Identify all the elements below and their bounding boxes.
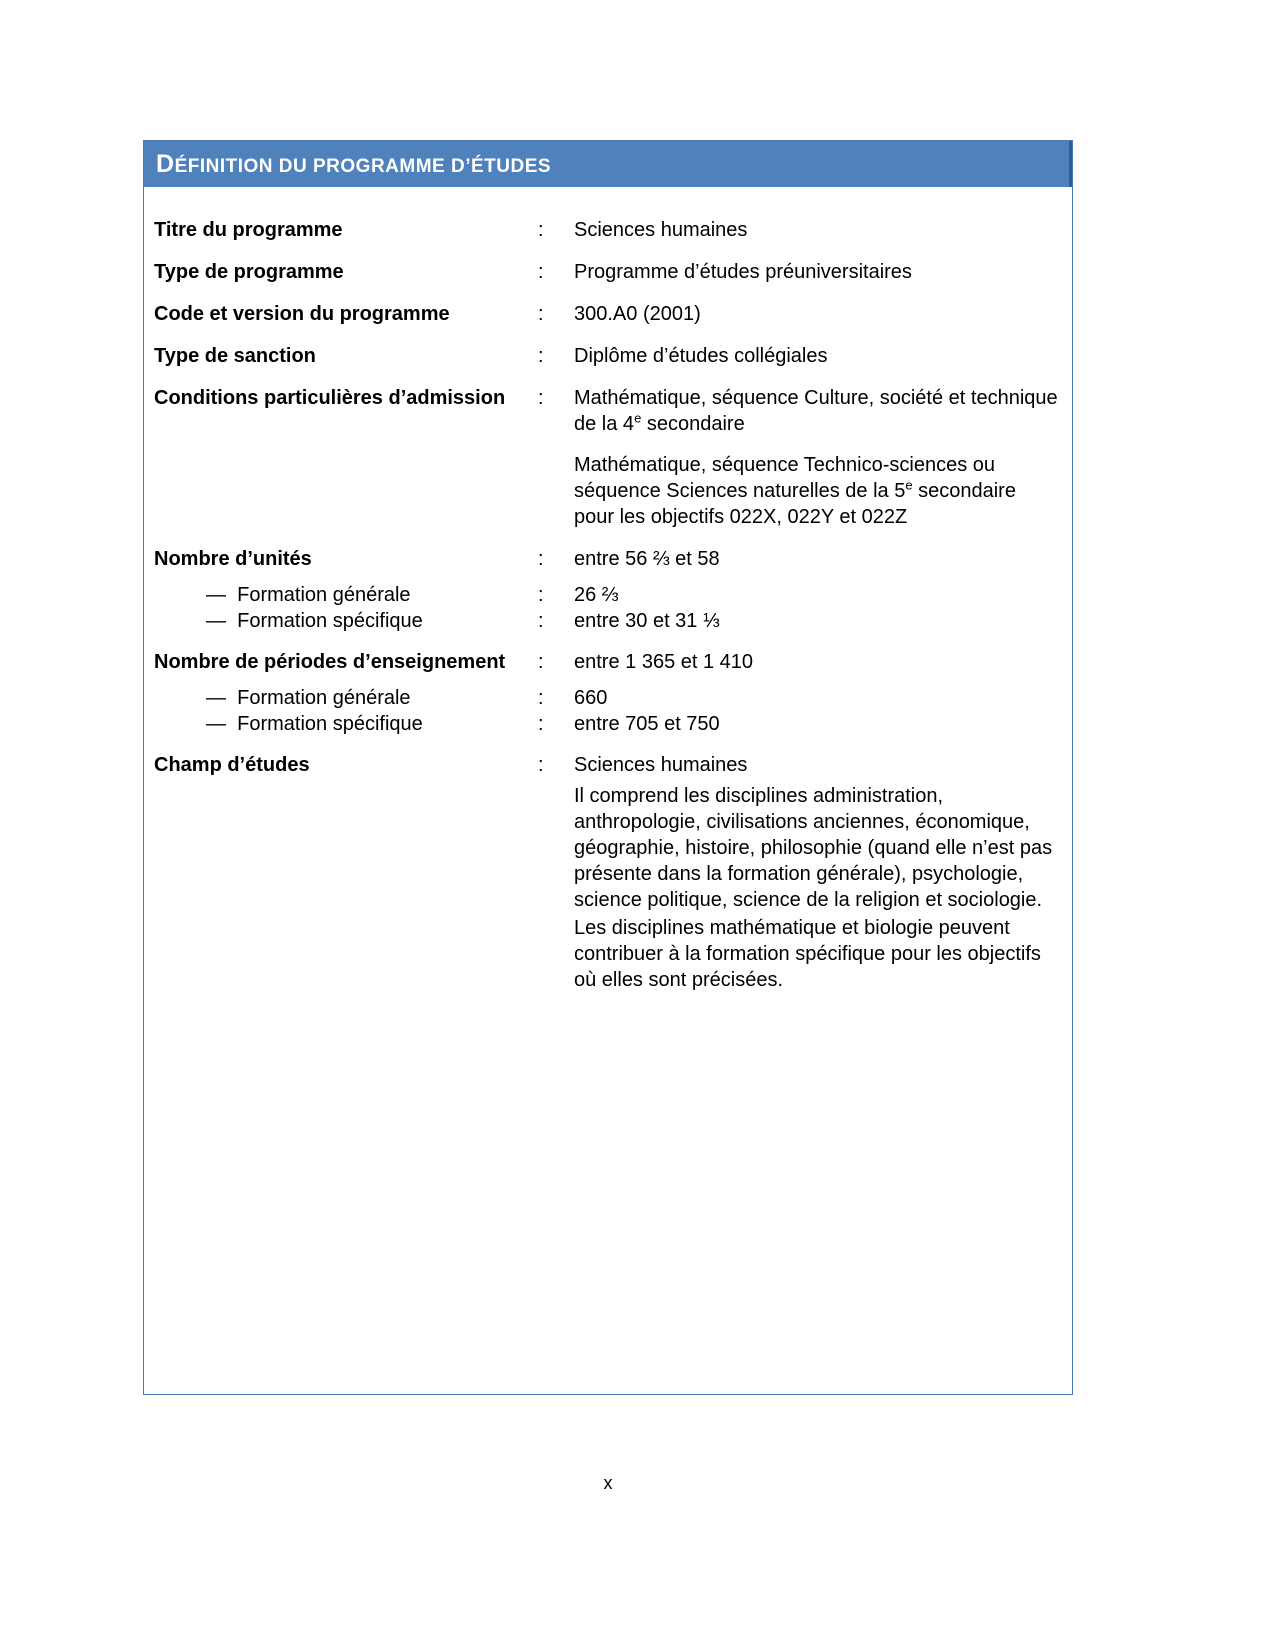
field-label: Conditions particulières d’admission — [154, 387, 506, 409]
champ-paragraph-1: Il comprend les disciplines administration, anthropologie, civilisations anciennes, économique, géographie, histoire, philosophie (quand elle n’est pas présente dans la formation générale), psychologie, science politique, science de la religion et sociologie. — [574, 785, 1053, 911]
field-value: Sciences humaines — [574, 219, 748, 241]
field-label: Champ d’études — [154, 754, 310, 776]
page-number: x — [603, 1473, 613, 1493]
field-row-champ — [154, 752, 1060, 993]
subfield-value: entre 705 et 750 — [574, 713, 720, 735]
field-colon: : — [538, 584, 544, 606]
subfield-value: 660 — [574, 687, 608, 709]
field-row-type-programme — [154, 259, 1060, 285]
subfield-value: entre 30 et 31 ⅓ — [574, 610, 720, 632]
unites-subgroup — [154, 582, 1060, 634]
field-row-code-version — [154, 301, 1060, 327]
field-value — [574, 385, 1060, 530]
field-colon: : — [538, 651, 544, 673]
field-label: Titre du programme — [154, 219, 343, 241]
field-colon: : — [538, 261, 544, 283]
field-row-conditions — [154, 385, 1060, 530]
superscript-e: e — [905, 477, 913, 493]
field-colon: : — [538, 610, 544, 632]
field-colon: : — [538, 219, 544, 241]
subfield-label: — Formation spécifique — [206, 610, 423, 632]
subfield-row-formation-specifique — [154, 608, 1060, 634]
subfield-label: — Formation générale — [206, 687, 411, 709]
program-definition-box — [143, 140, 1073, 1395]
field-value: entre 1 365 et 1 410 — [574, 651, 754, 673]
champ-paragraph-2: Les disciplines mathématique et biologie peuvent contribuer à la formation spécifique pour les objectifs où elles sont précisées. — [574, 917, 1041, 991]
subfield-label: — Formation spécifique — [206, 713, 423, 735]
field-label: Code et version du programme — [154, 303, 450, 325]
field-value: 300.A0 (2001) — [574, 303, 701, 325]
field-colon: : — [538, 387, 544, 409]
section-body — [144, 187, 1072, 993]
periodes-subgroup — [154, 685, 1060, 737]
field-value — [574, 752, 1060, 993]
field-label: Nombre de périodes d’enseignement — [154, 651, 506, 673]
superscript-e: e — [634, 410, 642, 426]
field-label: Type de programme — [154, 261, 344, 283]
section-title: DÉFINITION DU PROGRAMME D’ÉTUDES — [156, 149, 552, 178]
subfield-row-formation-specifique — [154, 711, 1060, 737]
section-header — [144, 141, 1072, 187]
field-row-unites — [154, 546, 1060, 572]
field-row-type-sanction — [154, 343, 1060, 369]
conditions-paragraph-2: Mathématique, séquence Technico-sciences ou séquence Sciences naturelles de la 5e secondaire pour les objectifs 022X, 022Y et 022Z — [574, 454, 1016, 528]
subfield-row-formation-generale — [154, 685, 1060, 711]
field-row-titre — [154, 217, 1060, 243]
field-row-periodes — [154, 649, 1060, 675]
subfield-value: 26 ⅔ — [574, 584, 619, 606]
field-colon: : — [538, 345, 544, 367]
champ-value: Sciences humaines — [574, 754, 748, 776]
field-colon: : — [538, 754, 544, 776]
field-colon: : — [538, 713, 544, 735]
field-colon: : — [538, 303, 544, 325]
field-colon: : — [538, 687, 544, 709]
field-value: entre 56 ⅔ et 58 — [574, 548, 720, 570]
subfield-row-formation-generale — [154, 582, 1060, 608]
field-value: Programme d’études préuniversitaires — [574, 261, 912, 283]
field-value: Diplôme d’études collégiales — [574, 345, 828, 367]
field-label: Type de sanction — [154, 345, 316, 367]
field-label: Nombre d’unités — [154, 548, 312, 570]
conditions-paragraph-1: Mathématique, séquence Culture, société et technique de la 4e secondaire — [574, 387, 1058, 435]
field-colon: : — [538, 548, 544, 570]
subfield-label: — Formation générale — [206, 584, 411, 606]
